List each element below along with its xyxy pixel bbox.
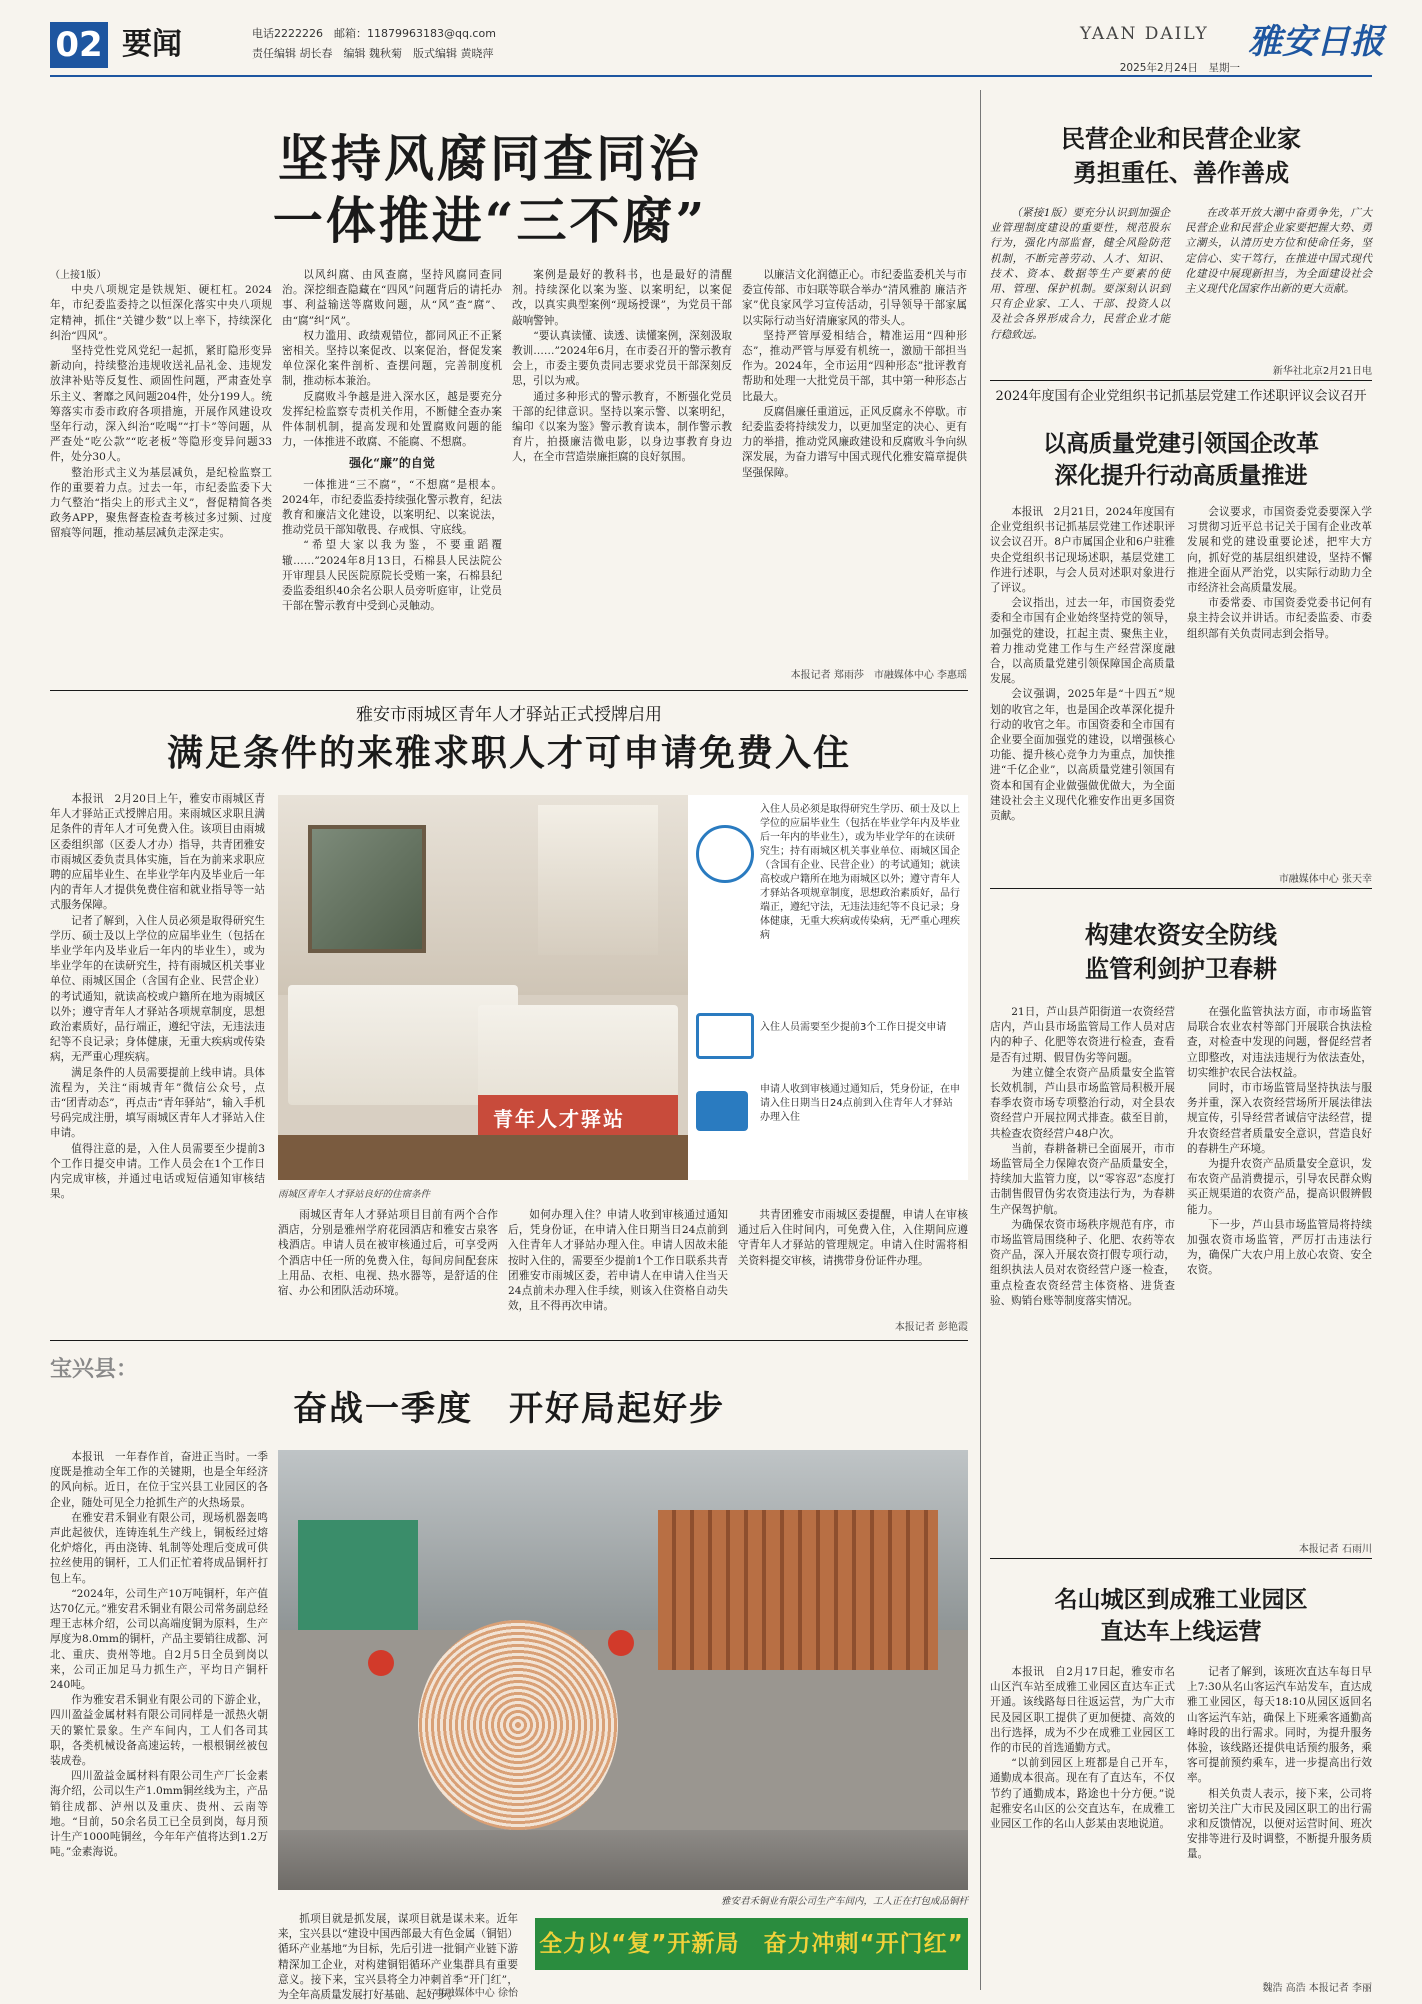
article2-paragraph: 本报讯 2月20日上午，雅安市雨城区青年人才驿站正式授牌启用。来雨城区求职且满足条件的青年人才可免费入住。该项目由雨城区委组织部（区委人才办）指导，共青团雅安市雨城区委负责具体实施，旨在为前来求职应聘的应届毕业生、在毕业学年内及毕业后一年内的青年人才提供免费住宿和就业指导等一站式服务保障。	[50, 793, 265, 912]
article1-paragraph: 中央八项规定是铁规矩、硬杠杠。2024年，市纪委监委持之以恒深化落实中央八项规定精神，抓住“关键少数”以上率下，持续深化纠治“四风”。	[50, 284, 272, 342]
worker-helmet-icon	[368, 1650, 394, 1676]
r4-column-2	[1187, 1665, 1372, 1970]
person-icon	[696, 825, 754, 883]
article1-column-1	[50, 268, 272, 680]
article1-subhead: 强化“廉”的自觉	[349, 456, 435, 471]
article1-column-2	[282, 268, 502, 680]
r3-paragraph: 当前，春耕备耕已全面展开，市市场监管局全力保障农资产品质量安全，持续加大监管力度，以“零容忍”态度打击制售假冒伪劣农资违法行为，为春耕生产保驾护航。	[990, 1142, 1175, 1216]
article1-paragraph: 权力滥用、政绩观错位，都同风正不正紧密相关。坚持以案促改、以案促治，督促发案单位深化案件剖析、查摆问题，完善制度机制，推动标本兼治。	[282, 329, 502, 388]
divider	[990, 888, 1372, 889]
article1-byline: 本报记者 郑雨莎 市融媒体中心 李惠瑶	[790, 670, 967, 681]
suitcase-icon	[696, 1091, 748, 1131]
worker-helmet-icon	[608, 1630, 634, 1656]
article2-column-3	[508, 1208, 728, 1328]
r3-paragraph: 下一步，芦山县市场监管局将持续加强农资市场监管，严厉打击违法行为，确保广大农户用上放心农资、安全农资。	[1187, 1218, 1372, 1277]
article2-paragraph: 共青团雅安市雨城区委提醒，申请人在审核通过后入住时间内，可免费入住，入住期间应遵守青年人才驿站的管理规定。申请入住时需将相关资料提交审核，请携带身份证件办理。	[738, 1209, 968, 1267]
article2-title: 满足条件的来雅求职人才可申请免费入住	[166, 732, 851, 774]
r3-paragraph: 为提升农资产品质量安全意识，发布农资产品消费提示，引导农民群众购买正规渠道的农资产品，提高识假辨假能力。	[1187, 1158, 1372, 1216]
r3-paragraph: 21日，芦山县芦阳街道一农资经营店内，芦山县市场监管局工作人员对店内的种子、化肥等农资进行检查，查看是否有过期、假冒伪劣等问题。	[990, 1006, 1175, 1064]
article2-column-2	[278, 1208, 498, 1328]
article2-column-1	[50, 792, 265, 1330]
article1-paragraph: 整治形式主义为基层减负，是纪检监察工作的重要着力点。过去一年，市纪委监委下大力气整治“指尖上的形式主义”，督促精简各类政务APP，聚焦督查检查考核过多过频、过度留痕等问题，推动基层减负走深走实。	[50, 466, 272, 540]
article2-column-4	[738, 1208, 968, 1316]
article2-paragraph: 如何办理入住？申请人收到审核通过通知后，凭身份证，在申请入住日期当日24点前到入住青年人才驿站办理入住。申请人因故未能按时入住的，需要至少提前1个工作日联系共青团雅安市雨城区委，若申请人在申请入住当天24点前未办理入住手续，则该入住资格自动失效，且不得再次申请。	[508, 1209, 728, 1313]
r2-column-2	[1187, 505, 1372, 863]
column-divider	[980, 90, 981, 1990]
r4-title-line1: 名山城区到成雅工业园区	[1054, 1586, 1308, 1613]
article1-paragraph: 反腐败斗争越是进入深水区，越是要充分发挥纪检监察专责机关作用，不断健全查办案件体制机制，提高发现和处置腐败问题的能力，一体推进不敢腐、不能腐、不想腐。	[282, 390, 502, 449]
article1-lead: （上接1版）	[50, 270, 107, 281]
r2-title-line1: 以高质量党建引领国企改革	[1043, 430, 1319, 457]
article1-title-line2: 一体推进“三不腐”	[272, 191, 708, 250]
article2-infographic	[688, 795, 968, 1180]
r4-column-1	[990, 1665, 1175, 1990]
article1-paragraph: “要认真读懂、读透、读懂案例，深刻汲取教训……”2024年6月，在市委召开的警示教育会上，市委主要负责同志要求党员干部深刻反思，引以为戒。	[512, 329, 732, 388]
r2-paragraph: 会议要求，市国资委党委要深入学习贯彻习近平总书记关于国有企业改革发展和党的建设重要论述，把牢大方向，抓好党的基层组织建设，坚持不懈推进全面从严治党，以实际行动助力全市经济社会高质量发展。	[1187, 506, 1372, 595]
article1-column-3	[512, 268, 732, 680]
article3-column-1	[50, 1450, 268, 1990]
article1-column-4	[742, 268, 967, 663]
paper-logo: 雅安日报	[1248, 22, 1384, 62]
article2-paragraph: 记者了解到，入住人员必须是取得研究生学历、硕士及以上学位的应届毕业生（包括在毕业学年内及毕业后一年内的毕业生），或为毕业学年的在读研究生，持有雨城区机关事业单位、雨城区国企（含国有企业、民营企业）的考试通知，就读高校或户籍所在地为雨城区以外；遵守青年人才驿站各项规章制度，思想政治素质好，品行端正，遵纪守法，无违法违纪等不良记录；身体健康，无重大疾病或传染病，无严重心理疾病。	[50, 914, 265, 1064]
r2-title-line2: 深化提升行动高质量推进	[1054, 462, 1308, 489]
r4-paragraph: 相关负责人表示，接下来，公司将密切关注广大市民及园区职工的出行需求和反馈情况，以便对运营时间、班次安排等进行及时调整，不断提升服务质量。	[1187, 1787, 1372, 1861]
r1-title-line2: 勇担重任、善作善成	[1073, 158, 1289, 187]
article1-paragraph: 反腐倡廉任重道远，正风反腐永不停歇。市纪委监委将持续发力，以更加坚定的决心、更有力的举措，推动党风廉政建设和反腐败斗争向纵深发展，为奋力谱写中国式现代化雅安篇章提供坚强保障。	[742, 405, 967, 479]
r4-paragraph: 本报讯 自2月17日起，雅安市名山区汽车站至成雅工业园区直达车正式开通。该线路每日往返运营，为广大市民及园区职工提供了更加便捷、高效的出行选择，成为不少在成雅工业园区工作的市民的首选通勤方式。	[990, 1666, 1175, 1755]
article1-paragraph: 通过多种形式的警示教育，不断强化党员干部的纪律意识。坚持以案示警、以案明纪，编印《以案为鉴》警示教育读本，制作警示教育片，拍摄廉洁微电影，以身边事教育身边人，在全市营造崇廉拒腐的良好氛围。	[512, 390, 732, 464]
article3-paragraph: 抓项目就是抓发展，谋项目就是谋未来。近年来，宝兴县以“建设中国西部最大有色金属（铜铝）循环产业基地”为目标，先后引进一批铜产业链下游精深加工企业，对构建铜铝循环产业集群具有重要意义。接下来，宝兴县将全力冲刺首季“开门红”，为全年高质量发展打好基础、起好步。	[278, 1913, 518, 2002]
infographic-item-2: 入住人员需要至少提前3个工作日提交申请	[760, 1022, 947, 1033]
article3-banner: 全力以“复”开新局 奋力冲刺“开门红”	[535, 1918, 968, 1970]
infographic-item-1: 入住人员必须是取得研究生学历、硕士及以上学位的应届毕业生（包括在毕业学年内及毕业后一年内的毕业生），或为毕业学年的在读研究生；持有雨城区机关事业单位、雨城区国企（含国有企业、民营企业）的考试通知；就读高校或户籍所在地为雨城区以外；遵守青年人才驿站各项规章制度，思想政治素质好，品行端正，遵纪守法，无违法违纪等不良记录；身体健康，无重大疾病或传染病，无严重心理疾病	[760, 804, 960, 941]
issue-date: 2025年2月24日 星期一	[1119, 62, 1240, 74]
article1-paragraph: 坚持严管厚爱相结合，精准运用“四种形态”，推动严管与厚爱有机统一，激励干部担当作为。2024年，全市运用“四种形态”批评教育帮助和处理一大批党员干部，其中第一种形态占比最大。	[742, 329, 967, 403]
r3-column-2	[1187, 1005, 1372, 1533]
r1-column-1	[990, 206, 1170, 376]
photo-sign-text: 青年人才驿站	[493, 1107, 625, 1131]
article1-paragraph: “希望大家以我为鉴，不要重蹈覆辙……”2024年8月13日，石棉县人民法院公开审理县人民医院原院长受贿一案，石棉县纪委监委组织40余名公职人员旁听庭审，让党员干部在警示教育中受到心灵触动。	[282, 539, 502, 613]
article3-photo-factory	[278, 1450, 968, 1890]
article3-paragraph: 在雅安君禾铜业有限公司，现场机器轰鸣声此起彼伏，连铸连轧生产线上，铜板经过熔化炉熔化，再由浇铸、轧制等处理后变成可供拉丝使用的铜杆，工人们正忙着将成品铜杆打包上车。	[50, 1511, 268, 1585]
article1-paragraph: 以廉洁文化润德正心。市纪委监委机关与市委宣传部、市妇联等联合举办“清风雅韵 廉洁齐家”优良家风学习宣传活动，引导领导干部家属以实际行动当好清廉家风的带头人。	[742, 269, 967, 327]
section-title: 要闻	[122, 27, 182, 62]
r2-paragraph: 会议指出，过去一年，市国资委党委和全市国有企业始终坚持党的领导，加强党的建设，扛起主责、聚焦主业，着力推动党建工作与生产经营深度融合，以高质量党建引领保障国企高质量发展。	[990, 597, 1175, 686]
r1-paragraph: 在改革开放大潮中奋勇争先，广大民营企业和民营企业家要把握大势、勇立潮头，认清历史方位和使命任务，坚定信心、实干笃行，在推进中国式现代化建设中展现新担当，为全面建设社会主义现代化国家作出新的更大贡献。	[1185, 207, 1372, 296]
r2-column-1	[990, 505, 1175, 880]
r2-paragraph: 本报讯 2月21日，2024年度国有企业党组织书记抓基层党建工作述职评议会议召开。8户市属国企业和6户驻雅央企党组织书记现场述职，基层党建工作进行述职，与会人员对述职对象进行了评议。	[990, 506, 1175, 595]
contact-line: 电话2222226 邮箱：11879963183@qq.com	[252, 27, 496, 40]
infographic-item-3: 申请人收到审核通过通知后，凭身份证，在申请入住日期当日24点前到入住青年人才驿站办理入住	[760, 1084, 960, 1123]
article2-paragraph: 满足条件的人员需要提前上线申请。具体流程为，关注“雨城青年”微信公众号，点击“团青动态”，再点击“青年驿站”，输入手机号码完成注册，填写雨城区青年人才驿站入住申请。	[50, 1066, 265, 1140]
page-number-badge: 02	[50, 22, 108, 68]
article3-paragraph: 四川盈益金属材料有限公司生产厂长金素海介绍，公司以生产1.0mm铜丝线为主，产品销往成都、泸州以及重庆、贵州、云南等地。“目前，50余名员工已全员到岗，每月预计生产1000吨铜丝，今年年产值将达到1.2万吨。”金素海说。	[50, 1770, 268, 1859]
r3-title-line2: 监管利剑护卫春耕	[1085, 954, 1277, 983]
r4-paragraph: 记者了解到，该班次直达车每日早上7:30从名山客运汽车站发车，直达成雅工业园区，每天18:10从园区返回名山客运汽车站，确保上下班乘客通勤高峰时段的出行需求。同时，为提升服务体验，该线路还提供电话预约服务，乘客可提前预约乘车，进一步提高出行效率。	[1187, 1666, 1372, 1785]
r3-paragraph: 同时，市市场监管局坚持执法与服务并重，深入农资经营场所开展法律法规宣传，引导经营者诚信守法经营，提升农资经营者质量安全意识，营造良好的春耕生产环境。	[1187, 1082, 1372, 1155]
article2-byline: 本报记者 彭艳霞	[894, 1322, 968, 1333]
r3-paragraph: 为确保农资市场秩序规范有序，市市场监管局围绕种子、化肥、农药等农资产品，深入开展农资打假专项行动，组织执法人员对农资经营户逐一检查，重点检查农资经营主体资格、进货查验、购销台账等制度落实情况。	[990, 1218, 1175, 1307]
document-icon	[696, 1013, 754, 1059]
article2-photo-hotel-room	[278, 795, 688, 1180]
article1-paragraph: 坚持党性党风党纪一起抓，紧盯隐形变异新动向，持续整治违规收送礼品礼金、违规发放津补贴等反复性、顽固性问题，严肃查处享乐主义、奢靡之风问题204件，处分199人。统筹落实市委市政府各项措施，开展作风建设攻坚年行动，深入纠治“吃喝”“打卡”等问题，从严查处“吃公款”“吃老板”等隐形变异问题33件，处分30人。	[50, 345, 272, 464]
r3-paragraph: 为建立健全农资产品质量安全监管长效机制，芦山县市场监管局积极开展春季农资市场专项整治行动，对全县农资经营户开展拉网式排查。截至目前，共检查农资经营户48户次。	[990, 1066, 1175, 1140]
r1-title-line1: 民营企业和民营企业家	[1061, 124, 1301, 153]
divider	[50, 690, 968, 691]
paper-en-name: YAAN DAILY	[1080, 24, 1209, 44]
r1-column-2	[1185, 206, 1372, 356]
article3-photo-caption: 雅安君禾铜业有限公司生产车间内，工人正在打包成品铜杆	[720, 1896, 968, 1907]
r2-paragraph: 市委常委、市国资委党委书记何有泉主持会议并讲话。市纪委监委、市委组织部有关负责同志到会指导。	[1187, 597, 1372, 640]
article3-title: 奋战一季度 开好局起好步	[293, 1389, 725, 1429]
r3-byline: 本报记者 石雨川	[1298, 1544, 1372, 1555]
r3-title-line1: 构建农资安全防线	[1085, 920, 1277, 949]
divider	[990, 1558, 1372, 1559]
r1-byline: 新华社北京2月21日电	[1272, 366, 1372, 377]
r1-paragraph: （紧接1版）要充分认识到加强企业管理制度建设的重要性，规范股东行为，强化内部监督，健全风险防范机制，不断完善劳动、人才、知识、技术、资本、数据等生产要素的使用、管理、保护机制。要深刻认识到只有企业家、工人、干部、投资人以及社会各界形成合力，民营企业才能行稳致远。	[990, 207, 1170, 341]
r3-paragraph: 在强化监管执法方面，市市场监管局联合农业农村等部门开展联合执法检查，对检查中发现的问题，督促经营者立即整改，对违法违规行为依法查处，切实维护农民合法权益。	[1187, 1006, 1372, 1079]
article1-title-line1: 坚持风腐同查同治	[278, 129, 702, 188]
r3-column-1	[990, 1005, 1175, 1550]
divider	[50, 1340, 968, 1341]
article2-paragraph: 雨城区青年人才驿站项目目前有两个合作酒店，分别是雅州学府花园酒店和雅安古泉客栈酒店。申请人员在被审核通过后，可享受两个酒店中任一所的免费入住，每间房间配套床上用品、衣柜、电视、热水器等，是舒适的住宿、办公和团队活动环境。	[278, 1209, 498, 1298]
article2-paragraph: 值得注意的是，入住人员需要至少提前3个工作日提交申请。工作人员会在1个工作日内完成审核，并通过电话或短信通知审核结果。	[50, 1142, 265, 1201]
article2-photo-caption: 雨城区青年人才驿站良好的住宿条件	[278, 1189, 431, 1200]
editor-line: 责任编辑 胡长春 编辑 魏秋菊 版式编辑 黄晓萍	[252, 47, 494, 60]
r2-kicker: 2024年度国有企业党组织书记抓基层党建工作述职评议会议召开	[995, 389, 1367, 404]
r2-paragraph: 会议强调，2025年是“十四五”规划的收官之年，也是国企改革深化提升行动的收官之年。市国资委和全市国有企业要全面加强党的建设，以增强核心功能、提升核心竞争力为重点，加快推进“千亿企业”，以高质量党建引领国有资本和国有企业做强做优做大，为全面建设社会主义现代化雅安作出更多国资贡献。	[990, 688, 1175, 823]
article1-paragraph: 一体推进“三不腐”，“不想腐”是根本。2024年，市纪委监委持续强化警示教育，纪法教育和廉洁文化建设，以案明纪、以案说法，推动党员干部知敬畏、存戒惧、守底线。	[282, 478, 502, 537]
article1-paragraph: 以风纠腐、由风查腐，坚持风腐同查同治。深挖细查隐藏在“四风”问题背后的请托办事、利益输送等腐败问题，从“风”查“腐”、由“腐”纠“风”。	[282, 269, 502, 327]
article3-byline: 市融媒体中心 徐怡	[434, 1988, 518, 1999]
r4-paragraph: “以前到园区上班都是自己开车，通勤成本很高。现在有了直达车，不仅节约了通勤成本，路途也十分方便。”说起雅安名山区的公交直达车，在成雅工业园区工作的名山人彭某由衷地说道。	[990, 1757, 1175, 1831]
article3-paragraph: 本报讯 一年春作首，奋进正当时。一季度既是推动全年工作的关键期，也是全年经济的风向标。近日，在位于宝兴县工业园区的各企业，随处可见全力抢抓生产的火热场景。	[50, 1451, 268, 1509]
article3-location: 宝兴县：	[50, 1356, 139, 1382]
r4-title-line2: 直达车上线运营	[1100, 1618, 1262, 1645]
r2-byline: 市融媒体中心 张天幸	[1278, 874, 1372, 885]
article3-paragraph: “2024年，公司生产10万吨铜杆，年产值达70亿元。”雅安君禾铜业有限公司常务副总经理王志林介绍，公司以高端度铜为原料，生产厚度为8.0mm的铜杆，产品主要销往成都、河北、重庆、贵州等地。自2月5日全员到岗以来，公司正加足马力抓生产，平均日产铜杆240吨。	[50, 1587, 268, 1692]
article1-paragraph: 案例是最好的教科书，也是最好的清醒剂。持续深化以案为鉴、以案明纪，以案促改，以真实典型案例“现场授课”，为党员干部敲响警钟。	[512, 269, 732, 327]
article3-paragraph: 作为雅安君禾铜业有限公司的下游企业，四川盈益金属材料有限公司同样是一派热火朝天的繁忙景象。生产车间内，工人们各司其职，各类机械设备高速运转，一根根铜丝被包装成卷。	[50, 1694, 268, 1768]
article2-kicker: 雅安市雨城区青年人才驿站正式授牌启用	[356, 705, 662, 725]
r4-byline: 魏浩 高浩 本报记者 李丽	[1262, 1983, 1372, 1994]
masthead-rule	[50, 75, 1372, 77]
divider	[990, 380, 1372, 381]
